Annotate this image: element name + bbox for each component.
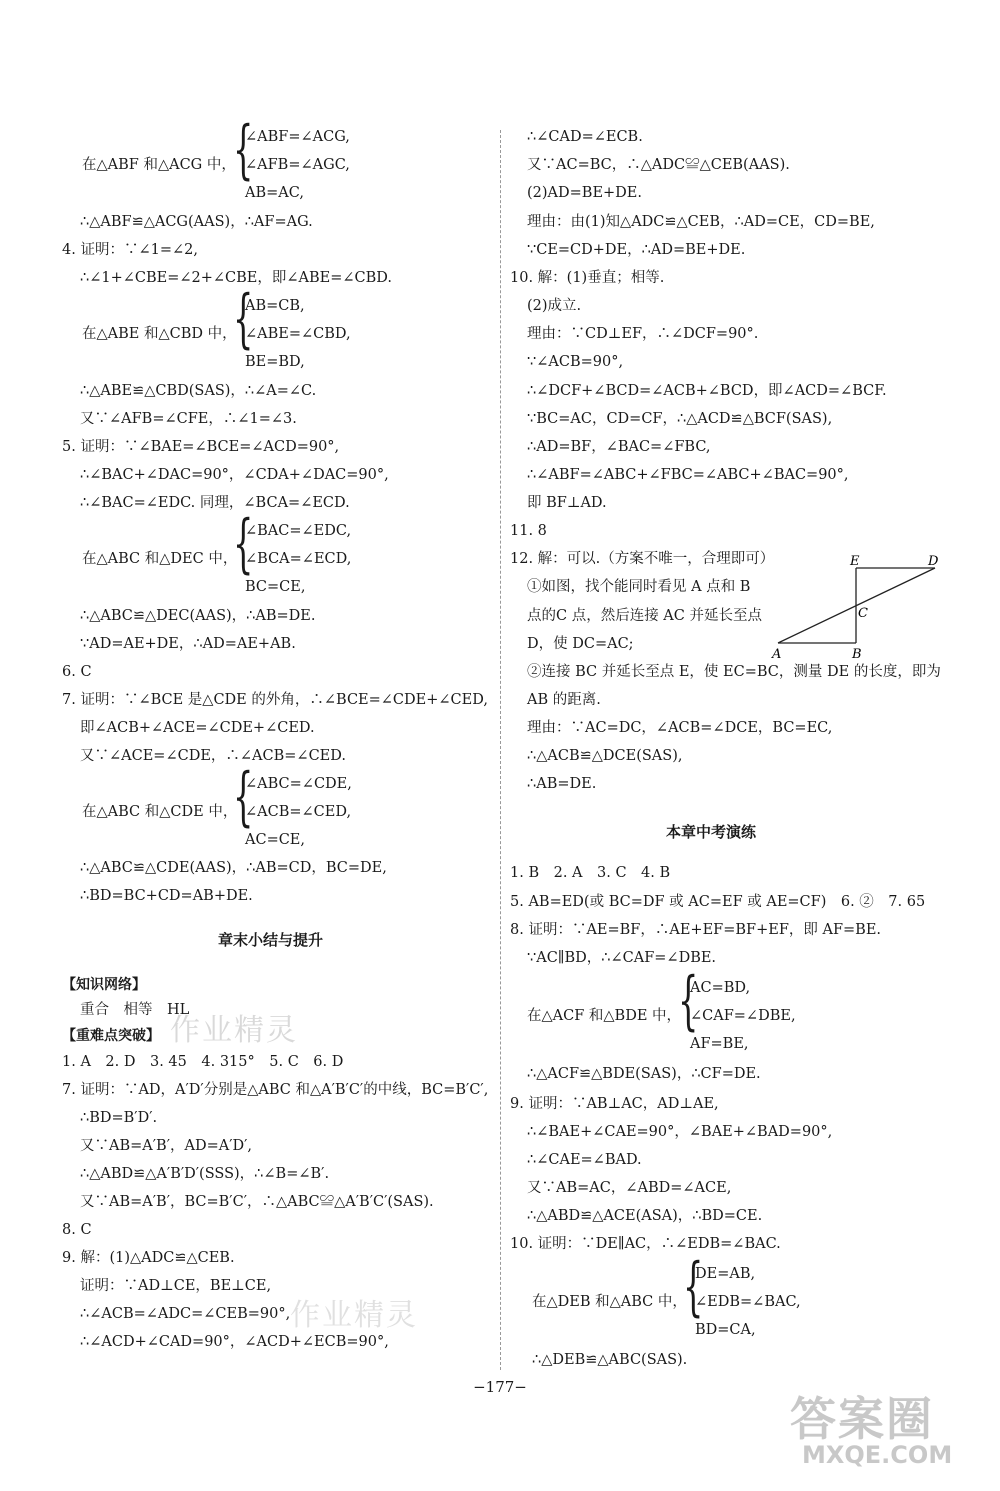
text-line: 【知识网络】 <box>62 977 146 993</box>
text-line: 在△ABE 和△CBD 中， <box>82 326 237 342</box>
text-line: 9. 解：(1)△ADC≌△CEB. <box>62 1250 235 1266</box>
text-line: 8. C <box>62 1222 92 1238</box>
text-line: AB=CB, <box>245 298 305 314</box>
text-line: 又∵AB=A′B′，AD=A′D′, <box>80 1138 253 1154</box>
text-line: 在△ABC 和△DEC 中， <box>82 551 238 567</box>
text-line: ∴∠ABF=∠ABC+∠FBC=∠ABC+∠BAC=90°, <box>527 467 849 483</box>
text-line: ∵∠ACB=90°, <box>527 354 624 370</box>
text-line: DE=AB, <box>695 1266 756 1282</box>
text-line: ∴∠DCF+∠BCD=∠ACB+∠BCD，即∠ACD=∠BCF. <box>527 383 887 399</box>
text-line: 9. 证明：∵AB⊥AC，AD⊥AE, <box>510 1096 719 1112</box>
text-line: ∴△ABD≌△A′B′D′(SSS)，∴∠B=∠B′. <box>80 1166 330 1182</box>
text-line: (2)AD=BE+DE. <box>527 185 642 201</box>
text-line: 在△ABC 和△CDE 中， <box>82 804 238 820</box>
text-line: 5. 证明：∵∠BAE=∠BCE=∠ACD=90°, <box>62 439 340 455</box>
section-heading-exam-practice: 本章中考演练 <box>666 823 757 841</box>
text-line: ∠AFB=∠AGC, <box>245 157 350 173</box>
text-line: AB 的距离. <box>527 692 601 708</box>
text-line: ∴BD=B′D′. <box>80 1110 158 1126</box>
text-line: ∴△ACB≌△DCE(SAS), <box>527 748 683 764</box>
text-line: ∴AD=BF，∠BAC=∠FBC, <box>527 439 711 455</box>
text-line: 11. 8 <box>510 523 547 539</box>
text-line: 7. 证明：∵∠BCE 是△CDE 的外角，∴∠BCE=∠CDE+∠CED, <box>62 692 488 708</box>
text-line: ∴△ABF≌△ACG(AAS)，∴AF=AG. <box>80 214 313 230</box>
text-line: ∵AD=AE+DE，∴AD=AE+AB. <box>80 636 296 652</box>
text-line: 4. 证明：∵∠1=∠2, <box>62 242 198 258</box>
text-line: 又∵AC=BC，∴△ADC≌△CEB(AAS). <box>527 157 790 173</box>
label-D: D <box>928 554 939 569</box>
text-line: 1. B 2. A 3. C 4. B <box>510 865 671 881</box>
text-line: 点的C 点，然后连接 AC 并延长至点 <box>527 608 762 624</box>
logo-text: 答案圈 <box>790 1392 934 1446</box>
text-line: ∵AC∥BD，∴∠CAF=∠DBE. <box>527 950 717 966</box>
logo-url: MXQE.COM <box>802 1441 953 1469</box>
watermark: 作业精灵 <box>170 1013 298 1048</box>
text-line: ∴∠CAE=∠BAD. <box>527 1152 642 1168</box>
page-number: −177− <box>473 1378 527 1396</box>
section-heading-chapter-summary: 章末小结与提升 <box>218 931 324 949</box>
text-line: AC=CE, <box>245 832 306 848</box>
geometry-figure <box>770 552 945 662</box>
text-line: 6. C <box>62 664 92 680</box>
watermark: 作业精灵 <box>290 1298 418 1333</box>
text-line: 又∵∠ACE=∠CDE，∴∠ACB=∠CED. <box>80 748 346 764</box>
text-line: (2)成立. <box>527 298 582 314</box>
text-line: ①如图，找个能同时看见 A 点和 B <box>527 579 751 595</box>
text-line: ∠EDB=∠BAC, <box>695 1294 801 1310</box>
text-line: ②连接 BC 并延长至点 E，使 EC=BC，测量 DE 的长度，即为 <box>527 664 941 680</box>
text-line: 10. 解：(1)垂直；相等. <box>510 270 665 286</box>
text-line: BC=CE, <box>245 579 306 595</box>
text-line: 又∵∠AFB=∠CFE，∴∠1=∠3. <box>80 411 297 427</box>
text-line: ∴∠CAD=∠ECB. <box>527 129 643 145</box>
text-line: ∴△ACF≌△BDE(SAS)，∴CF=DE. <box>527 1066 761 1082</box>
label-B: B <box>852 647 862 662</box>
text-line: 10. 证明：∵DE∥AC，∴∠EDB=∠BAC. <box>510 1236 781 1252</box>
text-line: ∴∠ACB=∠ADC=∠CEB=90°, <box>80 1306 291 1322</box>
column-divider <box>500 130 501 1370</box>
text-line: ∴∠1+∠CBE=∠2+∠CBE，即∠ABE=∠CBD. <box>80 270 393 286</box>
text-line: ∠ACB=∠CED, <box>245 804 352 820</box>
brace: { <box>233 113 254 187</box>
label-C: C <box>858 606 868 621</box>
text-line: 即∠ACB+∠ACE=∠CDE+∠CED. <box>80 720 315 736</box>
text-line: 在△DEB 和△ABC 中， <box>532 1294 687 1310</box>
text-line: ∵BC=AC，CD=CF，∴△ACD≌△BCF(SAS), <box>527 411 833 427</box>
label-E: E <box>850 554 860 569</box>
text-line: ∠CAF=∠DBE, <box>690 1008 796 1024</box>
brace: { <box>233 760 254 834</box>
text-line: 1. A 2. D 3. 45 4. 315° 5. C 6. D <box>62 1054 344 1070</box>
text-line: ∴AB=DE. <box>527 776 597 792</box>
text-line: ∴∠BAC+∠DAC=90°，∠CDA+∠DAC=90°, <box>80 467 389 483</box>
text-line: AC=BD, <box>690 980 751 996</box>
text-line: ∴△DEB≌△ABC(SAS). <box>532 1352 688 1368</box>
text-line: 8. 证明：∵AE=BF，∴AE+EF=BF+EF，即 AF=BE. <box>510 922 882 938</box>
text-line: 又∵AB=AC，∠ABD=∠ACE, <box>527 1180 732 1196</box>
text-line: 又∵AB=A′B′，BC=B′C′，∴△ABC≌△A′B′C′(SAS). <box>80 1194 434 1210</box>
text-line: ∴BD=BC+CD=AB+DE. <box>80 888 253 904</box>
text-line: ∠BCA=∠ECD, <box>245 551 352 567</box>
text-line: 【重难点突破】 <box>62 1028 160 1044</box>
text-line: ∠ABE=∠CBD, <box>245 326 351 342</box>
text-line: 7. 证明：∵AD，A′D′分别是△ABC 和△A′B′C′的中线，BC=B′C′, <box>62 1082 489 1098</box>
text-line: AB=AC, <box>245 185 304 201</box>
text-line: ∵CE=CD+DE，∴AD=BE+DE. <box>527 242 746 258</box>
text-line: 证明：∵AD⊥CE，BE⊥CE, <box>80 1278 272 1294</box>
text-line: 理由：由(1)知△ADC≌△CEB，∴AD=CE，CD=BE, <box>527 214 875 230</box>
text-line: 12. 解：可以.（方案不唯一，合理即可） <box>510 551 775 567</box>
label-A: A <box>772 647 782 662</box>
text-line: ∴∠BAC=∠EDC. 同理，∠BCA=∠ECD. <box>80 495 350 511</box>
text-line: 理由：∵CD⊥EF，∴∠DCF=90°. <box>527 326 759 342</box>
brace: { <box>233 282 254 356</box>
site-logo <box>790 1383 980 1473</box>
brace: { <box>683 1250 704 1324</box>
text-line: 5. AB=ED(或 BC=DF 或 AC=EF 或 AE=CF) 6. ② 7. 65 <box>510 894 926 910</box>
text-line: AF=BE, <box>690 1036 749 1052</box>
text-line: 在△ABF 和△ACG 中， <box>82 157 236 173</box>
text-line: BD=CA, <box>695 1322 756 1338</box>
text-line: ∴∠ACD+∠CAD=90°，∠ACD+∠ECB=90°, <box>80 1334 389 1350</box>
text-line: D，使 DC=AC; <box>527 636 634 652</box>
text-line: 在△ACF 和△BDE 中， <box>527 1008 682 1024</box>
text-line: ∠BAC=∠EDC, <box>245 523 352 539</box>
text-line: BE=BD, <box>245 354 305 370</box>
brace: { <box>678 964 699 1038</box>
text-line: 理由：∵AC=DC，∠ACB=∠DCE，BC=EC, <box>527 720 833 736</box>
text-line: ∠ABF=∠ACG, <box>245 129 350 145</box>
text-line: ∴△ABC≌△DEC(AAS)，∴AB=DE. <box>80 608 316 624</box>
text-line: ∠ABC=∠CDE, <box>245 776 352 792</box>
text-line: ∴∠BAE+∠CAE=90°，∠BAE+∠BAD=90°, <box>527 1124 833 1140</box>
text-line: ∴△ABC≌△CDE(AAS)，∴AB=CD，BC=DE, <box>80 860 387 876</box>
text-line: 重合 相等 HL <box>80 1002 190 1018</box>
text-line: 即 BF⊥AD. <box>527 495 607 511</box>
text-line: ∴△ABE≌△CBD(SAS)，∴∠A=∠C. <box>80 383 317 399</box>
text-line: ∴△ABD≌△ACE(ASA)，∴BD=CE. <box>527 1208 763 1224</box>
brace: { <box>233 507 254 581</box>
